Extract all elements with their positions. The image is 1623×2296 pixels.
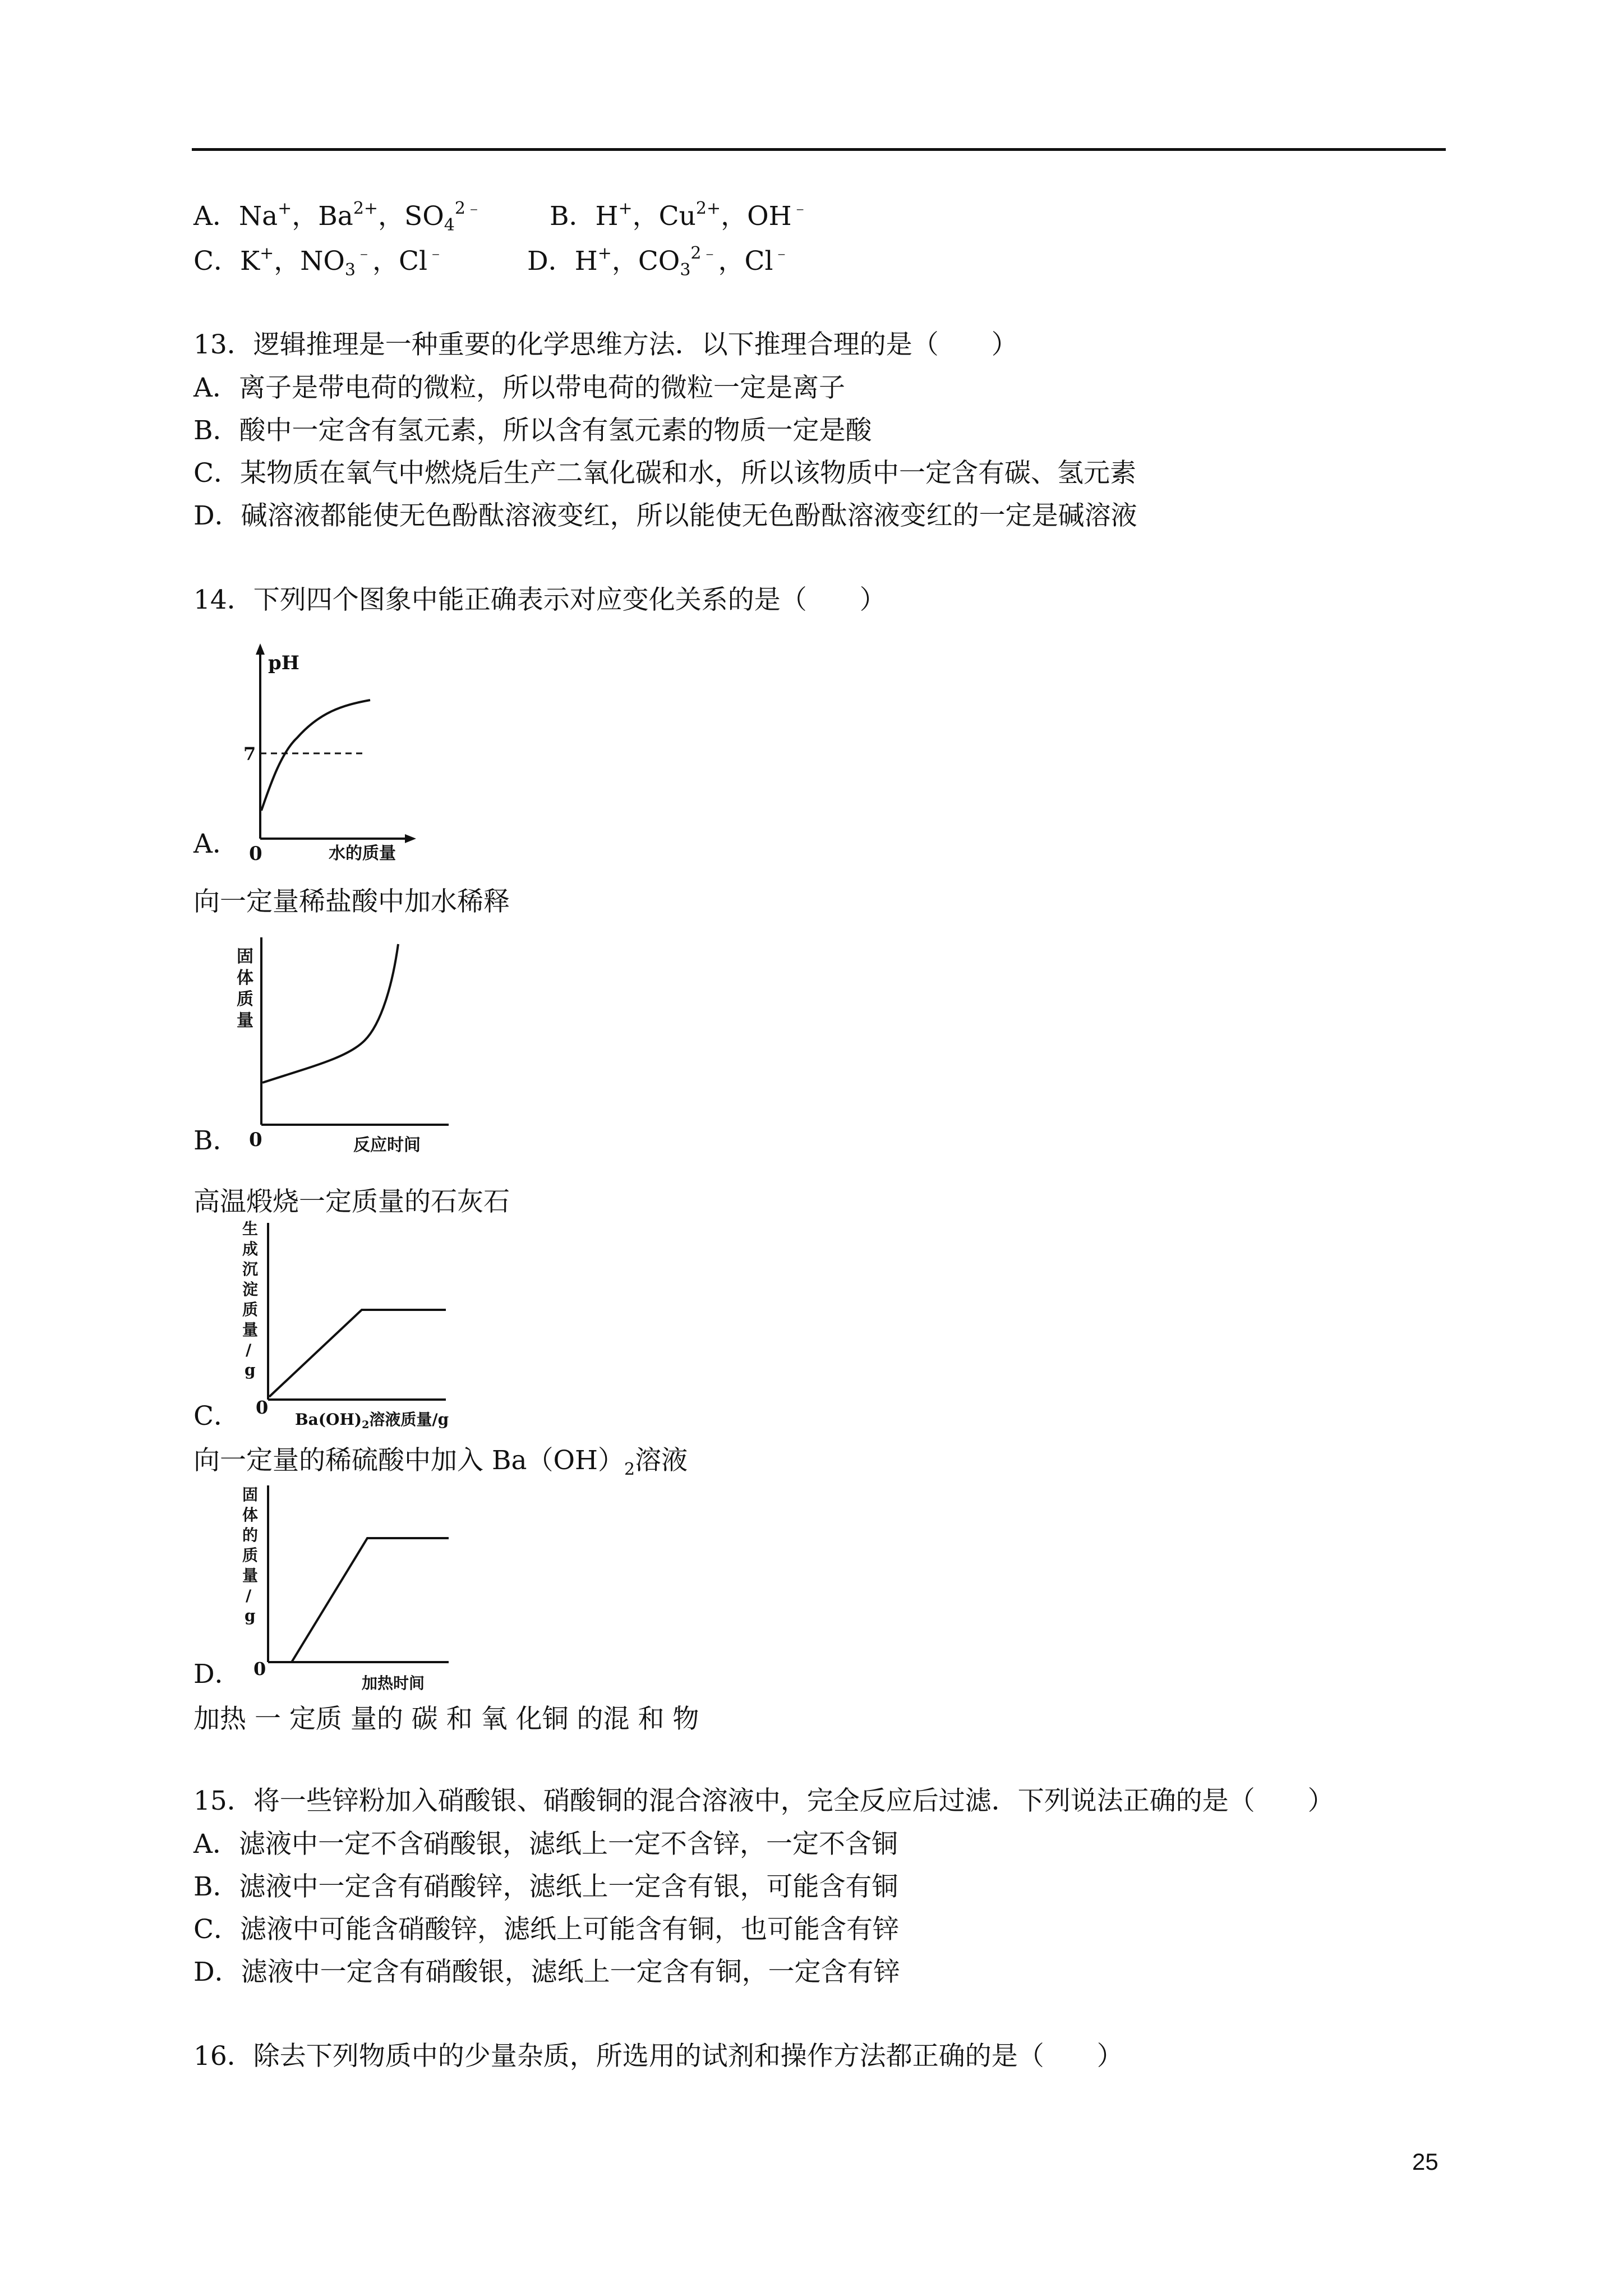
q12-c-subscript: 3 — [344, 260, 356, 280]
q12-d-label: D． — [527, 246, 575, 277]
graph-a-y-label: pH — [268, 652, 299, 674]
q14-stem: 14．下列四个图象中能正确表示对应变化关系的是（ ） — [193, 585, 886, 615]
q12-c-charge-3: ﹣ — [427, 243, 444, 263]
q14-c-caption — [193, 1444, 688, 1478]
q12-d-charge-3: ﹣ — [773, 243, 790, 263]
q12-b-label: B． — [549, 201, 596, 232]
q12-b-ion-3: ，OH — [721, 201, 792, 232]
q12-a-charge-1: + — [278, 199, 292, 218]
graph-b-curve — [262, 944, 398, 1083]
graph-c-origin: 0 — [256, 1397, 269, 1418]
graph-b-origin: 0 — [249, 1129, 262, 1151]
q14-graph-d — [213, 1481, 505, 1691]
q14-d-label: D． — [193, 1659, 241, 1690]
q13-option-c: C．某物质在氧气中燃烧后生产二氧化碳和水，所以该物质中一定含有碳、氢元素 — [193, 458, 1136, 489]
q15-stem: 15．将一些锌粉加入硝酸银、硝酸铜的混合溶液中，完全反应后过滤．下列说法正确的是（ ） — [193, 1786, 1334, 1816]
q14-b-label: B． — [193, 1125, 239, 1156]
q13-option-b: B．酸中一定含有氢元素，所以含有氢元素的物质一定是酸 — [193, 415, 872, 446]
q12-b-charge-1: + — [618, 199, 633, 218]
q14-c-label: C． — [193, 1401, 240, 1432]
q12-a-subscript: 4 — [444, 215, 455, 235]
q15-option-b: B．滤液中一定含有硝酸锌，滤纸上一定含有银，可能含有铜 — [193, 1871, 898, 1902]
q12-c-ion-2: ，NO — [274, 246, 345, 277]
graph-a-y-arrow — [256, 643, 265, 655]
graph-c-line — [269, 1310, 446, 1397]
q12-b-charge-2: 2+ — [695, 199, 721, 218]
q12-a-ion-1: Na — [238, 201, 278, 232]
q12-b-ion-1: H — [595, 201, 619, 232]
q12-c-ion-1: K — [239, 246, 260, 277]
q12-c-charge-1: + — [260, 243, 274, 263]
graph-d-x-label: 加热时间 — [362, 1674, 425, 1691]
q14-c-caption-text: 向一定量的稀硫酸中加入 Ba（OH） — [193, 1445, 625, 1476]
q12-b-ion-2: ，Cu — [632, 201, 696, 232]
q14-d-caption: 加热 一 定质 量的 碳 和 氧 化铜 的混 和 物 — [193, 1704, 699, 1734]
q12-a-ion-3: ，SO — [378, 201, 444, 232]
page-number: 25 — [1412, 2148, 1438, 2175]
q12-d-charge-1: + — [597, 243, 612, 263]
q12-c-ion-3: ，Cl — [372, 246, 427, 277]
q12-option-a-b-line — [193, 200, 809, 233]
q14-graph-b — [213, 934, 460, 1158]
q13-option-a: A．离子是带电荷的微粒，所以带电荷的微粒一定是离子 — [193, 372, 845, 403]
q12-c-charge-2: ﹣ — [356, 243, 372, 263]
graph-c-x-label: $Ba(OH)_2$溶液质量/g — [295, 1410, 449, 1430]
q15-option-a: A．滤液中一定不含硝酸银，滤纸上一定不含锌，一定不含铜 — [193, 1829, 898, 1860]
q14-graph-a — [241, 642, 432, 861]
q14-graph-c — [213, 1217, 505, 1430]
q14-c-caption-subscript: 2 — [624, 1460, 635, 1479]
q12-c-label: C． — [193, 246, 240, 277]
q14-c-caption-tail: 溶液 — [635, 1445, 688, 1476]
q12-d-ion-3: ，Cl — [718, 246, 773, 277]
graph-a-curve — [261, 700, 370, 811]
q12-a-charge-2: 2+ — [353, 199, 379, 218]
q12-a-ion-2: ，Ba — [292, 201, 353, 232]
q12-d-ion-2: ，CO — [611, 246, 680, 277]
q12-a-label: A． — [193, 201, 239, 232]
q14-b-caption: 高温煅烧一定质量的石灰石 — [193, 1186, 510, 1217]
graph-d-y-label: 固 体 的 质 量 / g — [242, 1485, 259, 1625]
q14-a-caption: 向一定量稀盐酸中加水稀释 — [193, 886, 510, 917]
graph-a-x-label: 水的质量 — [329, 844, 396, 861]
q16-stem: 16．除去下列物质中的少量杂质，所选用的试剂和操作方法都正确的是（ ） — [193, 2041, 1123, 2072]
q15-option-d: D．滤液中一定含有硝酸银，滤纸上一定含有铜，一定含有锌 — [193, 1957, 900, 1987]
q13-option-d: D．碱溶液都能使无色酚酞溶液变红，所以能使无色酚酞溶液变红的一定是碱溶液 — [193, 500, 1137, 531]
q14-a-label: A． — [193, 829, 239, 859]
graph-a-x-arrow — [405, 834, 416, 843]
q15-option-c: C．滤液中可能含硝酸锌，滤纸上可能含有铜，也可能含有锌 — [193, 1914, 899, 1945]
q12-d-charge-2: 2﹣ — [690, 243, 718, 263]
q12-b-charge-3: ﹣ — [791, 199, 809, 218]
header-rule — [192, 148, 1446, 151]
graph-a-ref-label: 7 — [243, 743, 256, 765]
graph-d-origin: 0 — [253, 1658, 266, 1680]
graph-b-y-label: 固 体 质 量 — [237, 947, 253, 1030]
graph-c-y-label: 生 成 沉 淀 质 量 / g — [242, 1220, 259, 1379]
q13-stem: 13．逻辑推理是一种重要的化学思维方法．以下推理合理的是（ ） — [193, 329, 1018, 360]
q12-d-ion-1: H — [574, 246, 598, 277]
q12-option-c-d-line — [193, 245, 790, 278]
graph-b-x-label: 反应时间 — [353, 1135, 421, 1155]
graph-d-line — [292, 1538, 449, 1662]
q12-a-charge-3: 2﹣ — [454, 199, 482, 218]
graph-a-origin: 0 — [249, 843, 262, 861]
q12-d-subscript: 3 — [680, 260, 691, 280]
